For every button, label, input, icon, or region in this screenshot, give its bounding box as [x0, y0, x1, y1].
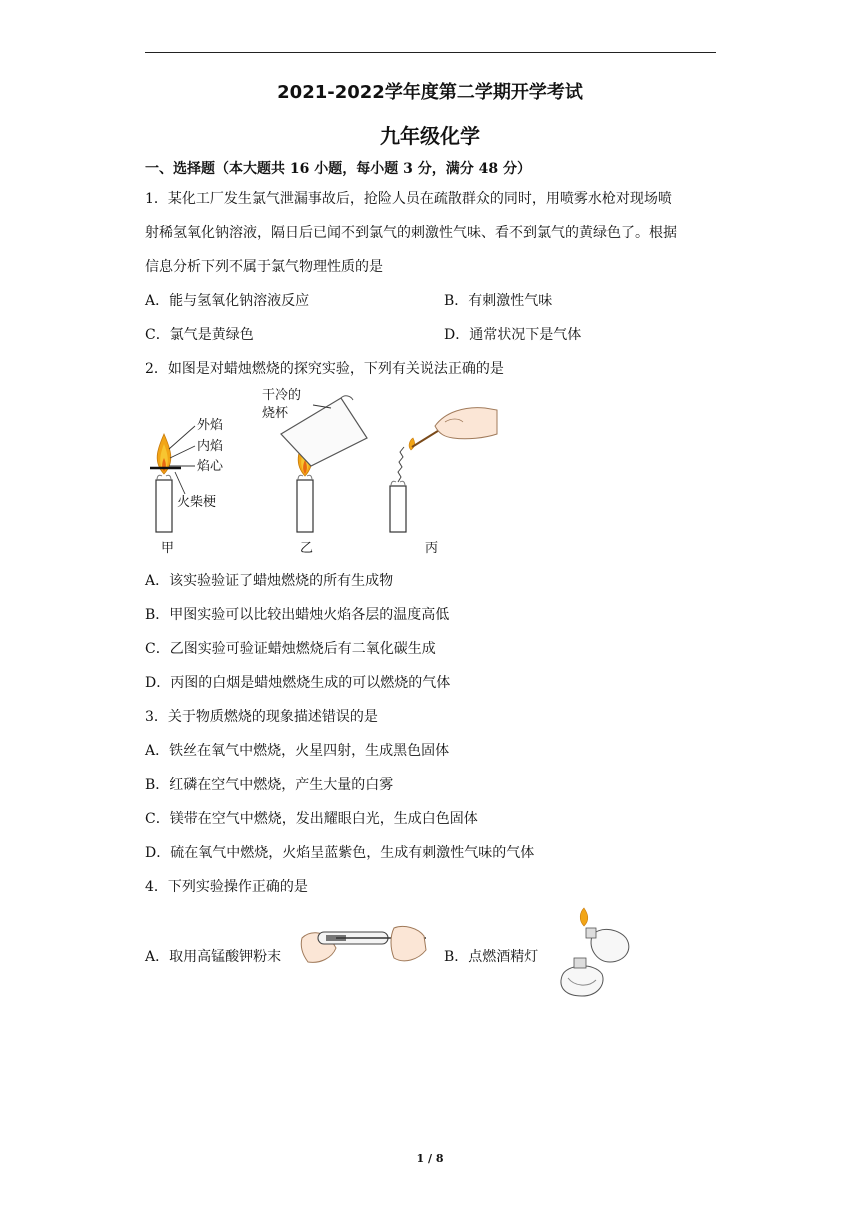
q4-stem: 4．下列实验操作正确的是 — [145, 879, 308, 895]
q1-stem-line2: 射稀氢氧化钠溶液，隔日后已闻不到氯气的刺激性气味、看不到氯气的黄绿色了。根据 — [145, 225, 677, 241]
right-hand-shape — [391, 926, 426, 960]
label-outer-flame: 外焰 — [197, 418, 224, 433]
upper-lamp-shape — [591, 929, 629, 962]
white-smoke-path — [398, 447, 404, 482]
lamp-flame-shape — [580, 908, 588, 926]
label-inner-flame: 内焰 — [197, 439, 224, 454]
q1-option-d[interactable]: D．通常状况下是气体 — [444, 327, 582, 343]
q1-option-c[interactable]: C．氯气是黄绿色 — [145, 327, 254, 343]
q1-stem-line1: 1．某化工厂发生氯气泄漏事故后，抢险人员在疏散群众的同时，用喷雾水枪对现场喷 — [145, 191, 672, 207]
caption-yi: 乙 — [300, 541, 314, 556]
q3-option-a[interactable]: A．铁丝在氧气中燃烧，火星四射，生成黑色固体 — [145, 743, 450, 759]
q3-stem: 3．关于物质燃烧的现象描述错误的是 — [145, 709, 378, 725]
beaker-shape — [281, 398, 367, 466]
exam-subtitle: 九年级化学 — [380, 124, 480, 148]
candle-experiment-figure — [145, 382, 505, 560]
header-rule — [145, 52, 716, 53]
caption-bing: 丙 — [425, 541, 439, 556]
test-tube-powder-figure — [296, 914, 436, 978]
label-matchstick: 火柴梗 — [177, 495, 217, 510]
q2-option-c[interactable]: C．乙图实验可验证蜡烛燃烧后有二氧化碳生成 — [145, 641, 436, 657]
candle-jia — [150, 417, 224, 556]
q1-option-b[interactable]: B．有刺激性气味 — [444, 293, 553, 309]
q4-option-b[interactable]: B．点燃酒精灯 — [444, 949, 539, 965]
page-number: 1 / 8 — [416, 1152, 444, 1165]
label-beaker-2: 烧杯 — [262, 406, 289, 421]
q2-option-b[interactable]: B．甲图实验可以比较出蜡烛火焰各层的温度高低 — [145, 607, 450, 623]
q1-stem-line3: 信息分析下列不属于氯气物理性质的是 — [145, 259, 383, 275]
hand-shape — [435, 408, 497, 439]
label-flame-core: 焰心 — [197, 459, 224, 474]
alcohol-lamp-figure — [548, 906, 644, 1002]
section-heading: 一、选择题（本大题共 16 小题，每小题 3 分，满分 48 分） — [145, 161, 531, 177]
q1-option-a[interactable]: A．能与氢氧化钠溶液反应 — [145, 293, 310, 309]
q2-option-d[interactable]: D．丙图的白烟是蜡烛燃烧生成的可以燃烧的气体 — [145, 675, 451, 691]
candle-bing — [390, 408, 497, 556]
q3-option-c[interactable]: C．镁带在空气中燃烧，发出耀眼白光，生成白色固体 — [145, 811, 478, 827]
exam-title: 2021-2022学年度第二学期开学考试 — [277, 82, 583, 103]
q2-option-a[interactable]: A．该实验验证了蜡烛燃烧的所有生成物 — [145, 573, 394, 589]
lower-lamp-shape — [561, 966, 603, 996]
q3-option-b[interactable]: B．红磷在空气中燃烧，产生大量的白雾 — [145, 777, 394, 793]
q4-option-a[interactable]: A．取用高锰酸钾粉末 — [145, 949, 282, 965]
caption-jia: 甲 — [161, 541, 175, 556]
q3-option-d[interactable]: D．硫在氧气中燃烧，火焰呈蓝紫色，生成有刺激性气味的气体 — [145, 845, 535, 861]
candle-yi — [262, 387, 367, 556]
label-beaker-1: 干冷的 — [262, 388, 302, 403]
q2-stem: 2．如图是对蜡烛燃烧的探究实验，下列有关说法正确的是 — [145, 361, 504, 377]
